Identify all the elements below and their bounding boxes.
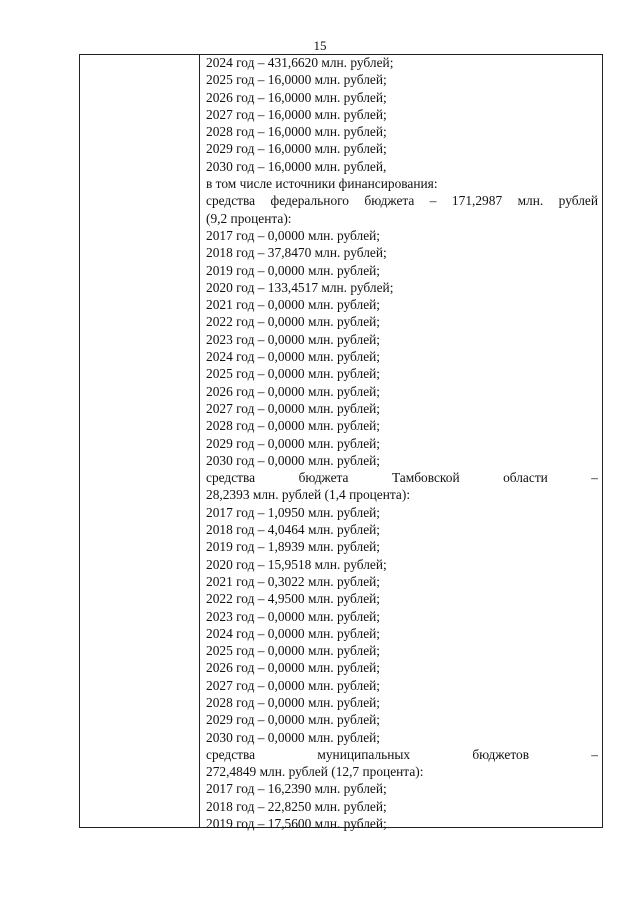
page-number: 15 xyxy=(313,38,327,53)
text-line: 2029 год – 0,0000 млн. рублей; xyxy=(206,712,381,728)
text-line: средства бюджета Тамбовской области – xyxy=(206,470,598,486)
text-line: 2026 год – 16,0000 млн. рублей; xyxy=(206,89,387,105)
text-line: 2028 год – 0,0000 млн. рублей; xyxy=(206,694,381,710)
text-line: 2022 год – 0,0000 млн. рублей; xyxy=(206,314,381,330)
text-line: 2020 год – 133,4517 млн. рублей; xyxy=(206,279,394,295)
text-line: 2027 год – 0,0000 млн. рублей; xyxy=(206,677,381,693)
text-line: 2029 год – 0,0000 млн. рублей; xyxy=(206,435,381,451)
text-line: 2019 год – 1,8939 млн. рублей; xyxy=(206,539,381,555)
text-line: 2019 год – 17,5600 млн. рублей; xyxy=(206,816,387,832)
text-line: 2023 год – 0,0000 млн. рублей; xyxy=(206,608,381,624)
text-line: 2025 год – 16,0000 млн. рублей; xyxy=(206,72,387,88)
text-line: 2021 год – 0,3022 млн. рублей; xyxy=(206,573,381,589)
text-line: 2030 год – 16,0000 млн. рублей, xyxy=(206,158,387,174)
text-line: 2028 год – 16,0000 млн. рублей; xyxy=(206,124,387,140)
text-line: (9,2 процента): xyxy=(206,210,292,226)
text-line: средства федерального бюджета – 171,2987 млн. рублей xyxy=(206,193,598,209)
text-line: 2029 год – 16,0000 млн. рублей; xyxy=(206,141,387,157)
text-line: 2019 год – 0,0000 млн. рублей; xyxy=(206,262,381,278)
text-line: 2026 год – 0,0000 млн. рублей; xyxy=(206,383,381,399)
text-line: средства муниципальных бюджетов – xyxy=(206,746,598,762)
text-line: 2028 год – 0,0000 млн. рублей; xyxy=(206,418,381,434)
funding-text-cell xyxy=(206,54,598,832)
text-line: 2027 год – 0,0000 млн. рублей; xyxy=(206,400,381,416)
text-line: 2022 год – 4,9500 млн. рублей; xyxy=(206,591,381,607)
text-line: 2024 год – 0,0000 млн. рублей; xyxy=(206,625,381,641)
text-line: 2024 год – 431,6620 млн. рублей; xyxy=(206,55,394,70)
text-line: 2020 год – 15,9518 млн. рублей; xyxy=(206,556,387,572)
text-line: 2030 год – 0,0000 млн. рублей; xyxy=(206,452,381,468)
text-line: 2017 год – 16,2390 млн. рублей; xyxy=(206,781,387,797)
text-line: 2030 год – 0,0000 млн. рублей; xyxy=(206,729,381,745)
text-line: 2025 год – 0,0000 млн. рублей; xyxy=(206,643,381,659)
text-line: 272,4849 млн. рублей (12,7 процента): xyxy=(206,764,424,780)
text-line: 2025 год – 0,0000 млн. рублей; xyxy=(206,366,381,382)
text-line: 2017 год – 0,0000 млн. рублей; xyxy=(206,227,381,243)
text-line: 2017 год – 1,0950 млн. рублей; xyxy=(206,504,381,520)
text-line: 28,2393 млн. рублей (1,4 процента): xyxy=(206,487,411,503)
text-line: 2023 год – 0,0000 млн. рублей; xyxy=(206,331,381,347)
text-line: 2026 год – 0,0000 млн. рублей; xyxy=(206,660,381,676)
text-line: 2018 год – 22,8250 млн. рублей; xyxy=(206,798,387,814)
text-line: 2021 год – 0,0000 млн. рублей; xyxy=(206,297,381,313)
text-line: 2027 год – 16,0000 млн. рублей; xyxy=(206,106,387,122)
text-line: 2024 год – 0,0000 млн. рублей; xyxy=(206,349,381,365)
column-divider xyxy=(199,54,200,828)
text-line: 2018 год – 37,8470 млн. рублей; xyxy=(206,245,387,261)
text-line: 2018 год – 4,0464 млн. рублей; xyxy=(206,522,381,538)
text-line: в том числе источники финансирования: xyxy=(206,176,438,192)
